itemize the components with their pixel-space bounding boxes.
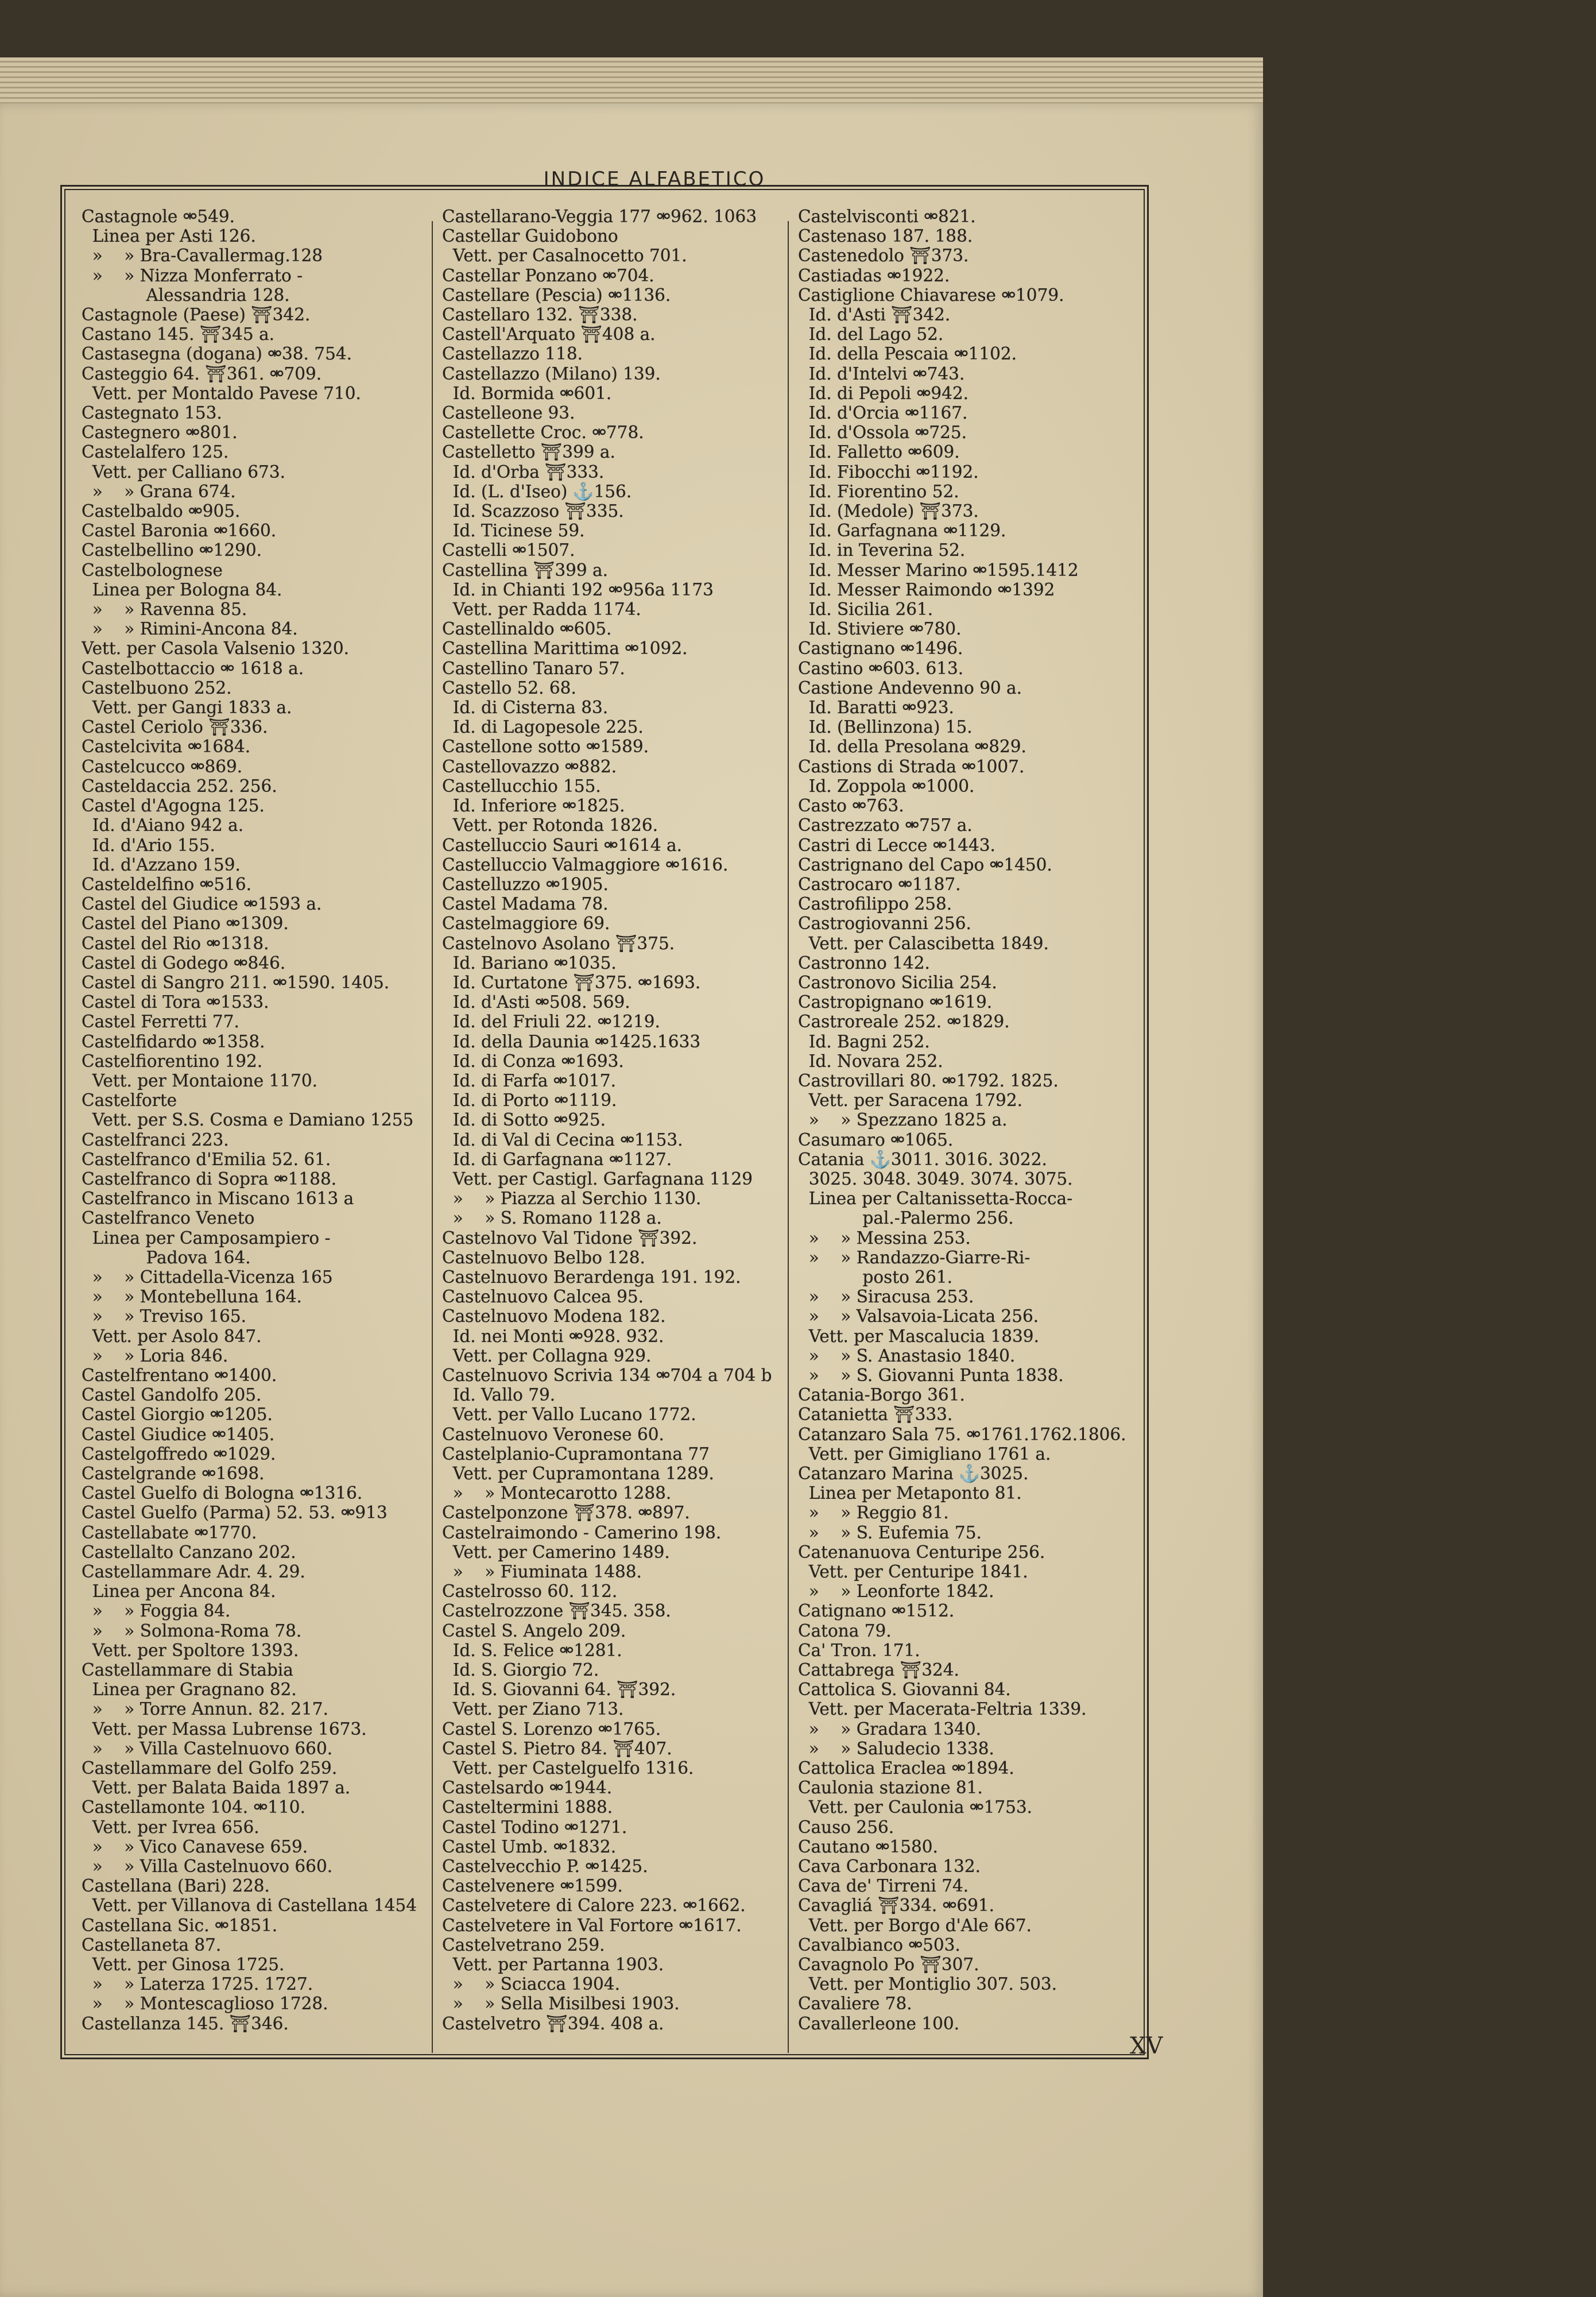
index-entry: Vett. per Montaldo Pavese 710. bbox=[82, 383, 361, 403]
index-entry: Causo 256. bbox=[798, 1817, 894, 1837]
index-entry: Castrezzato ⚮757 a. bbox=[798, 815, 973, 836]
index-entry: Castellar Guidobono bbox=[442, 226, 618, 246]
index-entry: Id. d'Ario 155. bbox=[82, 835, 215, 855]
index-entry: Id. d'Aiano 942 a. bbox=[82, 815, 244, 836]
index-entry: » » Villa Castelnuovo 660. bbox=[82, 1738, 333, 1758]
index-entry: Castrogiovanni 256. bbox=[798, 914, 971, 934]
index-entry: Id. di Sotto ⚮925. bbox=[442, 1110, 606, 1130]
index-entry: Castignano ⚮1496. bbox=[798, 639, 963, 659]
index-entry: Id. Curtatone ⛩375. ⚮1693. bbox=[442, 972, 701, 992]
index-entry: Castel Guelfo di Bologna ⚮1316. bbox=[82, 1483, 363, 1503]
index-entry: Catanietta ⛩333. bbox=[798, 1405, 953, 1425]
index-entry: Castelnuovo Belbo 128. bbox=[442, 1247, 645, 1267]
index-entry: Vett. per Saracena 1792. bbox=[798, 1091, 1022, 1111]
index-entry: Castelfiorentino 192. bbox=[82, 1051, 263, 1071]
index-entry: Casto ⚮763. bbox=[798, 796, 904, 816]
index-entry: Castelnuovo Scrivia 134 ⚮704 a 704 b bbox=[442, 1365, 772, 1385]
index-entry: Id. di Porto ⚮1119. bbox=[442, 1091, 617, 1111]
index-entry: Castelvenere ⚮1599. bbox=[442, 1876, 623, 1896]
index-entry: Id. Inferiore ⚮1825. bbox=[442, 796, 625, 816]
index-column-2 bbox=[442, 207, 787, 2044]
index-entry: Castel Umb. ⚮1832. bbox=[442, 1836, 617, 1857]
index-entry: Castelletto ⛩399 a. bbox=[442, 442, 615, 462]
index-entry: Id. di Lagopesole 225. bbox=[442, 717, 644, 737]
index-entry: Catenanuova Centuripe 256. bbox=[798, 1542, 1045, 1562]
index-entry: » » Rimini-Ancona 84. bbox=[82, 619, 298, 639]
index-entry: Id. del Friuli 22. ⚮1219. bbox=[442, 1012, 660, 1032]
index-entry: Castel del Piano ⚮1309. bbox=[82, 914, 289, 934]
index-entry: Catona 79. bbox=[798, 1621, 892, 1641]
index-entry: Linea per Ancona 84. bbox=[82, 1581, 276, 1602]
index-entry: Vett. per Spoltore 1393. bbox=[82, 1640, 299, 1660]
index-entry: » » Fiuminata 1488. bbox=[442, 1562, 642, 1582]
index-entry: » » Montecarotto 1288. bbox=[442, 1483, 672, 1503]
index-entry: » » Foggia 84. bbox=[82, 1601, 231, 1621]
index-entry: Castellazzo (Milano) 139. bbox=[442, 364, 661, 384]
index-entry: Castrofilippo 258. bbox=[798, 894, 952, 914]
index-entry: Vett. per Collagna 929. bbox=[442, 1345, 652, 1366]
index-entry: Id. di Val di Cecina ⚮1153. bbox=[442, 1130, 683, 1150]
index-entry: Castelbolognese bbox=[82, 560, 223, 580]
index-entry: Castrocaro ⚮1187. bbox=[798, 874, 961, 894]
index-entry: Id. di Conza ⚮1693. bbox=[442, 1051, 624, 1071]
index-entry: Linea per Caltanissetta-Rocca- bbox=[798, 1189, 1073, 1209]
index-entry: Vett. per Asolo 847. bbox=[82, 1326, 262, 1346]
index-entry: Catignano ⚮1512. bbox=[798, 1601, 955, 1621]
index-entry: Vett. per Villanova di Castellana 1454 bbox=[82, 1896, 417, 1916]
index-entry: » » Treviso 165. bbox=[82, 1306, 247, 1327]
index-entry: Vett. per Montiglio 307. 503. bbox=[798, 1974, 1057, 1994]
index-entry: Castenaso 187. 188. bbox=[798, 226, 973, 246]
index-entry: Id. S. Felice ⚮1281. bbox=[442, 1640, 622, 1660]
index-entry: Castel di Sangro 211. ⚮1590. 1405. bbox=[82, 972, 390, 992]
column-rule bbox=[788, 221, 789, 2053]
index-entry: Castelgoffredo ⚮1029. bbox=[82, 1444, 276, 1464]
index-entry: Vett. per Radda 1174. bbox=[442, 600, 641, 620]
index-entry: » » Siracusa 253. bbox=[798, 1287, 974, 1307]
index-entry: Castellalto Canzano 202. bbox=[82, 1542, 296, 1562]
column-rule bbox=[432, 221, 433, 2053]
index-entry: Castelfrentano ⚮1400. bbox=[82, 1365, 277, 1385]
index-entry: Castelvisconti ⚮821. bbox=[798, 207, 976, 226]
index-entry: Castelvetrano 259. bbox=[442, 1935, 605, 1955]
index-entry: Id. in Chianti 192 ⚮956a 1173 bbox=[442, 579, 714, 600]
index-entry: Castegnero ⚮801. bbox=[82, 423, 238, 443]
index-entry: Id. (Bellinzona) 15. bbox=[798, 717, 973, 737]
index-entry: Castellana (Bari) 228. bbox=[82, 1876, 270, 1896]
index-entry: Castrovillari 80. ⚮1792. 1825. bbox=[798, 1070, 1059, 1091]
index-entry: Caulonia stazione 81. bbox=[798, 1778, 983, 1798]
index-entry: Id. Messer Marino ⚮1595.1412 bbox=[798, 560, 1079, 580]
index-entry: Castelcivita ⚮1684. bbox=[82, 737, 251, 757]
index-entry: Id. (L. d'Iseo) ⚓156. bbox=[442, 481, 632, 501]
index-entry: Vett. per Mascalucia 1839. bbox=[798, 1326, 1039, 1346]
index-entry: » » Bra-Cavallermag.128 bbox=[82, 246, 323, 266]
index-entry: Vett. per Cupramontana 1289. bbox=[442, 1464, 714, 1483]
index-entry: Cattolica S. Giovanni 84. bbox=[798, 1680, 1011, 1700]
index-entry: Castellaneta 87. bbox=[82, 1935, 222, 1955]
index-entry: Id. d'Asti ⚮508. 569. bbox=[442, 992, 630, 1012]
index-entry: Castellammare del Golfo 259. bbox=[82, 1758, 338, 1778]
index-entry: Castellarano-Veggia 177 ⚮962. 1063 bbox=[442, 207, 757, 226]
index-entry: Castel Giorgio ⚮1205. bbox=[82, 1405, 273, 1425]
index-entry: » » S. Anastasio 1840. bbox=[798, 1345, 1016, 1366]
index-entry: Castellamonte 104. ⚮110. bbox=[82, 1797, 305, 1818]
index-entry: Castano 145. ⛩345 a. bbox=[82, 324, 275, 345]
index-entry: Castelbellino ⚮1290. bbox=[82, 540, 262, 560]
index-entry: » » Leonforte 1842. bbox=[798, 1581, 994, 1602]
index-entry: Castelvetro ⛩394. 408 a. bbox=[442, 2013, 664, 2033]
index-entry: Castelraimondo - Camerino 198. bbox=[442, 1522, 722, 1542]
index-entry: Castenedolo ⛩373. bbox=[798, 246, 969, 266]
index-entry: Id. di Pepoli ⚮942. bbox=[798, 383, 969, 403]
index-entry: Catanzaro Marina ⚓3025. bbox=[798, 1464, 1029, 1483]
index-entry: » » Gradara 1340. bbox=[798, 1719, 981, 1739]
index-entry: Vett. per Montaione 1170. bbox=[82, 1070, 317, 1091]
index-entry: Castelfranci 223. bbox=[82, 1130, 229, 1150]
index-entry: Castelvetere di Calore 223. ⚮1662. bbox=[442, 1896, 746, 1916]
index-entry: Castelluccio Valmaggiore ⚮1616. bbox=[442, 854, 729, 875]
index-entry: Castagnole ⚮549. bbox=[82, 207, 235, 226]
index-entry: Castelluzzo ⚮1905. bbox=[442, 874, 609, 894]
index-entry: Castelsardo ⚮1944. bbox=[442, 1778, 613, 1798]
index-entry: Castel Ferretti 77. bbox=[82, 1012, 239, 1032]
index-entry: » » Reggio 81. bbox=[798, 1503, 949, 1523]
index-entry: Castellazzo 118. bbox=[442, 344, 583, 364]
index-entry: Castelnuovo Calcea 95. bbox=[442, 1287, 644, 1307]
index-entry: Castellanza 145. ⛩346. bbox=[82, 2013, 289, 2033]
index-entry: Casteggio 64. ⛩361. ⚮709. bbox=[82, 364, 322, 384]
index-entry: » » S. Eufemia 75. bbox=[798, 1522, 982, 1542]
index-entry: » » Sella Misilbesi 1903. bbox=[442, 1994, 680, 2014]
index-entry: Vett. per Castigl. Garfagnana 1129 bbox=[442, 1169, 753, 1189]
index-entry: Id. Vallo 79. bbox=[442, 1385, 556, 1405]
index-entry: Castellino Tanaro 57. bbox=[442, 658, 625, 678]
index-entry: Alessandria 128. bbox=[82, 285, 290, 305]
index-entry: Cattabrega ⛩324. bbox=[798, 1660, 959, 1680]
index-entry: Castelnovo Asolano ⛩375. bbox=[442, 933, 675, 953]
index-entry: Vett. per Balata Baida 1897 a. bbox=[82, 1778, 351, 1798]
index-entry: Castelbuono 252. bbox=[82, 678, 232, 698]
index-column-1 bbox=[82, 207, 426, 2044]
index-entry: » » Montebelluna 164. bbox=[82, 1287, 302, 1307]
index-entry: Id. Garfagnana ⚮1129. bbox=[798, 521, 1006, 541]
index-entry: posto 261. bbox=[798, 1267, 952, 1287]
index-entry: Id. della Daunia ⚮1425.1633 bbox=[442, 1031, 701, 1051]
index-entry: Id. Scazzoso ⛩335. bbox=[442, 501, 624, 521]
index-entry: Castroreale 252. ⚮1829. bbox=[798, 1012, 1010, 1032]
index-entry: Id. d'Asti ⛩342. bbox=[798, 305, 951, 325]
index-entry: Vett. per Calascibetta 1849. bbox=[798, 933, 1049, 953]
index-entry: » » Messina 253. bbox=[798, 1228, 971, 1248]
index-entry: Castel Todino ⚮1271. bbox=[442, 1817, 627, 1837]
index-entry: Castegnato 153. bbox=[82, 403, 222, 423]
index-entry: Castel di Godego ⚮846. bbox=[82, 953, 286, 973]
index-entry: pal.-Palermo 256. bbox=[798, 1208, 1014, 1228]
index-entry: Cavaliere 78. bbox=[798, 1994, 912, 2014]
index-entry: Id. Sicilia 261. bbox=[798, 600, 933, 620]
index-entry: Castelfranco Veneto bbox=[82, 1208, 255, 1228]
index-entry: » » Laterza 1725. 1727. bbox=[82, 1974, 313, 1994]
index-entry: Cava Carbonara 132. bbox=[798, 1857, 981, 1877]
index-entry: Castiadas ⚮1922. bbox=[798, 265, 950, 285]
index-entry: Id. in Teverina 52. bbox=[798, 540, 966, 560]
index-entry: Linea per Asti 126. bbox=[82, 226, 256, 246]
index-entry: Castelfidardo ⚮1358. bbox=[82, 1031, 265, 1051]
index-entry: » » Ravenna 85. bbox=[82, 600, 247, 620]
index-entry: » » Cittadella-Vicenza 165 bbox=[82, 1267, 333, 1287]
index-entry: Castelrosso 60. 112. bbox=[442, 1581, 618, 1602]
index-column-3 bbox=[798, 207, 1142, 2044]
index-entry: Castelcucco ⚮869. bbox=[82, 756, 243, 776]
index-entry: Castelvetere in Val Fortore ⚮1617. bbox=[442, 1915, 742, 1935]
index-entry: Id. (Medole) ⛩373. bbox=[798, 501, 979, 521]
index-entry: Castelli ⚮1507. bbox=[442, 540, 575, 560]
page-title: INDICE ALFABETICO bbox=[543, 168, 766, 191]
index-entry: Castellabate ⚮1770. bbox=[82, 1522, 257, 1542]
index-entry: Castronovo Sicilia 254. bbox=[798, 972, 997, 992]
index-entry: » » Randazzo-Giarre-Ri- bbox=[798, 1247, 1031, 1267]
index-entry: Vett. per Casalnocetto 701. bbox=[442, 246, 687, 266]
index-entry: Id. S. Giorgio 72. bbox=[442, 1660, 599, 1680]
index-entry: Castelleone 93. bbox=[442, 403, 575, 423]
index-entry: Castellette Croc. ⚮778. bbox=[442, 423, 644, 443]
index-entry: Castellar Ponzano ⚮704. bbox=[442, 265, 654, 285]
index-entry: » » Villa Castelnuovo 660. bbox=[82, 1857, 333, 1877]
index-entry: Catania ⚓3011. 3016. 3022. bbox=[798, 1149, 1047, 1169]
index-entry: Castelfranco in Miscano 1613 a bbox=[82, 1189, 354, 1209]
index-entry: Vett. per Calliano 673. bbox=[82, 462, 285, 482]
index-entry: Ca' Tron. 171. bbox=[798, 1640, 920, 1660]
index-entry: Catania-Borgo 361. bbox=[798, 1385, 965, 1405]
index-entry: Id. del Lago 52. bbox=[798, 324, 944, 345]
index-entry: Linea per Gragnano 82. bbox=[82, 1680, 297, 1700]
index-entry: Castel di Tora ⚮1533. bbox=[82, 992, 269, 1012]
index-entry: Castel d'Agogna 125. bbox=[82, 796, 265, 816]
index-entry: Castelnovo Val Tidone ⛩392. bbox=[442, 1228, 698, 1248]
index-entry: Vett. per Gangi 1833 a. bbox=[82, 698, 292, 718]
index-entry: Castropignano ⚮1619. bbox=[798, 992, 993, 1012]
index-entry: Castelfranco di Sopra ⚮1188. bbox=[82, 1169, 337, 1189]
index-entry: Castri di Lecce ⚮1443. bbox=[798, 835, 995, 855]
index-entry: Id. di Cisterna 83. bbox=[442, 698, 609, 718]
index-entry: Id. di Farfa ⚮1017. bbox=[442, 1070, 616, 1091]
index-entry: Castelplanio-Cupramontana 77 bbox=[442, 1444, 710, 1464]
index-entry: Linea per Bologna 84. bbox=[82, 579, 282, 600]
index-entry: Castelnuovo Berardenga 191. 192. bbox=[442, 1267, 741, 1287]
index-entry: » » Grana 674. bbox=[82, 481, 236, 501]
index-entry: Vett. per Massa Lubrense 1673. bbox=[82, 1719, 367, 1739]
index-entry: Casteldelfino ⚮516. bbox=[82, 874, 252, 894]
index-entry: Castellucchio 155. bbox=[442, 776, 601, 796]
index-entry: 3025. 3048. 3049. 3074. 3075. bbox=[798, 1169, 1073, 1189]
index-entry: Id. Messer Raimondo ⚮1392 bbox=[798, 579, 1055, 600]
index-entry: Castrignano del Capo ⚮1450. bbox=[798, 854, 1052, 875]
index-entry: Cautano ⚮1580. bbox=[798, 1836, 938, 1857]
index-entry: Cavalbianco ⚮503. bbox=[798, 1935, 960, 1955]
index-entry: Castel Giudice ⚮1405. bbox=[82, 1424, 275, 1444]
index-entry: Castelalfero 125. bbox=[82, 442, 229, 462]
index-entry: Vett. per Partanna 1903. bbox=[442, 1955, 664, 1975]
index-entry: Vett. per Vallo Lucano 1772. bbox=[442, 1405, 696, 1425]
index-entry: Vett. per Ginosa 1725. bbox=[82, 1955, 285, 1975]
index-entry: Id. nei Monti ⚮928. 932. bbox=[442, 1326, 664, 1346]
index-entry: Castelbottaccio ⚮ 1618 a. bbox=[82, 658, 304, 678]
index-entry: » » Torre Annun. 82. 217. bbox=[82, 1699, 328, 1719]
index-entry: Casteldaccia 252. 256. bbox=[82, 776, 277, 796]
index-entry: » » Loria 846. bbox=[82, 1345, 228, 1366]
index-entry: Id. della Pescaia ⚮1102. bbox=[798, 344, 1017, 364]
index-entry: » » Valsavoia-Licata 256. bbox=[798, 1306, 1039, 1327]
index-entry: » » S. Giovanni Punta 1838. bbox=[798, 1365, 1064, 1385]
index-entry: Castel del Rio ⚮1318. bbox=[82, 933, 269, 953]
index-entry: Castellammare di Stabia bbox=[82, 1660, 293, 1680]
index-entry: Castellinaldo ⚮605. bbox=[442, 619, 612, 639]
index-entry: Castellovazzo ⚮882. bbox=[442, 756, 617, 776]
index-entry: Vett. per Caulonia ⚮1753. bbox=[798, 1797, 1033, 1818]
index-entry: Id. d'Intelvi ⚮743. bbox=[798, 364, 965, 384]
index-entry: » » Saludecio 1338. bbox=[798, 1738, 994, 1758]
index-entry: Id. S. Giovanni 64. ⛩392. bbox=[442, 1680, 676, 1700]
index-entry: Castellina ⛩399 a. bbox=[442, 560, 608, 580]
index-entry: Catanzaro Sala 75. ⚮1761.1762.1806. bbox=[798, 1424, 1126, 1444]
index-entry: Id. Fiorentino 52. bbox=[798, 481, 959, 501]
index-entry: Id. Zoppola ⚮1000. bbox=[798, 776, 975, 796]
index-entry: Castello 52. 68. bbox=[442, 678, 576, 698]
page-number: XV bbox=[1130, 2033, 1163, 2059]
index-entry: » » Montescaglioso 1728. bbox=[82, 1994, 328, 2014]
index-entry: Vett. per Castelguelfo 1316. bbox=[442, 1758, 694, 1778]
index-entry: Vett. per Ivrea 656. bbox=[82, 1817, 259, 1837]
index-entry: Castagnole (Paese) ⛩342. bbox=[82, 305, 311, 325]
index-entry: Castino ⚮603. 613. bbox=[798, 658, 964, 678]
index-entry: Castellina Marittima ⚮1092. bbox=[442, 639, 688, 659]
index-entry: Linea per Camposampiero - bbox=[82, 1228, 331, 1248]
index-entry: Castel Guelfo (Parma) 52. 53. ⚮913 bbox=[82, 1503, 388, 1523]
index-entry: » » Solmona-Roma 78. bbox=[82, 1621, 302, 1641]
index-entry: Cavallerleone 100. bbox=[798, 2013, 960, 2033]
index-entry: » » Sciacca 1904. bbox=[442, 1974, 620, 1994]
index-entry: Casteltermini 1888. bbox=[442, 1797, 613, 1818]
index-entry: Castelponzone ⛩378. ⚮897. bbox=[442, 1503, 690, 1523]
index-entry: Castel S. Pietro 84. ⛩407. bbox=[442, 1738, 672, 1758]
index-entry: » » S. Romano 1128 a. bbox=[442, 1208, 662, 1228]
index-entry: Castellare (Pescia) ⚮1136. bbox=[442, 285, 671, 305]
index-entry: Castell'Arquato ⛩408 a. bbox=[442, 324, 656, 345]
index-entry: Castelforte bbox=[82, 1091, 177, 1111]
index-entry: Vett. per Casola Valsenio 1320. bbox=[82, 639, 350, 659]
index-entry: Vett. per S.S. Cosma e Damiano 1255 bbox=[82, 1110, 414, 1130]
index-entry: » » Nizza Monferrato - bbox=[82, 265, 303, 285]
index-entry: Castel Gandolfo 205. bbox=[82, 1385, 262, 1405]
index-entry: Casumaro ⚮1065. bbox=[798, 1130, 954, 1150]
index-entry: Id. d'Orcia ⚮1167. bbox=[798, 403, 968, 423]
index-entry: Cattolica Eraclea ⚮1894. bbox=[798, 1758, 1014, 1778]
index-entry: Id. di Garfagnana ⚮1127. bbox=[442, 1149, 672, 1169]
index-entry: Castelmaggiore 69. bbox=[442, 914, 610, 934]
index-entry: Id. Stiviere ⚮780. bbox=[798, 619, 962, 639]
index-entry: Id. Ticinese 59. bbox=[442, 521, 585, 541]
index-entry: Castel S. Lorenzo ⚮1765. bbox=[442, 1719, 661, 1739]
index-entry: Padova 164. bbox=[82, 1247, 251, 1267]
index-entry: Id. d'Ossola ⚮725. bbox=[798, 423, 967, 443]
index-entry: Castions di Strada ⚮1007. bbox=[798, 756, 1025, 776]
index-entry: Castelrozzone ⛩345. 358. bbox=[442, 1601, 671, 1621]
index-entry: Cavagnolo Po ⛩307. bbox=[798, 1955, 979, 1975]
index-entry: Castellone sotto ⚮1589. bbox=[442, 737, 649, 757]
index-entry: Vett. per Gimigliano 1761 a. bbox=[798, 1444, 1051, 1464]
index-entry: Castasegna (dogana) ⚮38. 754. bbox=[82, 344, 352, 364]
index-entry: Castronno 142. bbox=[798, 953, 930, 973]
index-entry: Id. Bariano ⚮1035. bbox=[442, 953, 617, 973]
index-entry: Id. Bagni 252. bbox=[798, 1031, 930, 1051]
index-entry: » » Vico Canavese 659. bbox=[82, 1836, 308, 1857]
index-entry: » » Piazza al Serchio 1130. bbox=[442, 1189, 702, 1209]
index-entry: Vett. per Centuripe 1841. bbox=[798, 1562, 1028, 1582]
index-entry: Id. Baratti ⚮923. bbox=[798, 698, 954, 718]
index-entry: Castel Ceriolo ⛩336. bbox=[82, 717, 268, 737]
index-entry: Cavagliá ⛩334. ⚮691. bbox=[798, 1896, 995, 1916]
index-entry: Castellaro 132. ⛩338. bbox=[442, 305, 638, 325]
index-entry: Id. d'Orba ⛩333. bbox=[442, 462, 605, 482]
index-entry: Castelnuovo Modena 182. bbox=[442, 1306, 666, 1327]
index-entry: Vett. per Camerino 1489. bbox=[442, 1542, 670, 1562]
index-entry: Castel Baronia ⚮1660. bbox=[82, 521, 277, 541]
index-entry: Cava de' Tirreni 74. bbox=[798, 1876, 969, 1896]
index-entry: Vett. per Borgo d'Ale 667. bbox=[798, 1915, 1032, 1935]
index-entry: » » Spezzano 1825 a. bbox=[798, 1110, 1008, 1130]
index-entry: Vett. per Ziano 713. bbox=[442, 1699, 624, 1719]
index-entry: Castelluccio Sauri ⚮1614 a. bbox=[442, 835, 682, 855]
index-entry: Castelgrande ⚮1698. bbox=[82, 1464, 265, 1483]
index-entry: Castellammare Adr. 4. 29. bbox=[82, 1562, 305, 1582]
index-entry: Castel S. Angelo 209. bbox=[442, 1621, 626, 1641]
index-entry: Id. d'Azzano 159. bbox=[82, 854, 241, 875]
index-entry: Id. Fibocchi ⚮1192. bbox=[798, 462, 979, 482]
index-entry: Linea per Metaponto 81. bbox=[798, 1483, 1022, 1503]
index-entry: Castelfranco d'Emilia 52. 61. bbox=[82, 1149, 331, 1169]
index-entry: Vett. per Rotonda 1826. bbox=[442, 815, 658, 836]
index-entry: Castel del Giudice ⚮1593 a. bbox=[82, 894, 322, 914]
index-entry: Castelbaldo ⚮905. bbox=[82, 501, 241, 521]
index-entry: Castelnuovo Veronese 60. bbox=[442, 1424, 664, 1444]
index-entry: Id. Bormida ⚮601. bbox=[442, 383, 612, 403]
index-entry: Castiglione Chiavarese ⚮1079. bbox=[798, 285, 1064, 305]
index-entry: Castellana Sic. ⚮1851. bbox=[82, 1915, 278, 1935]
index-entry: Id. Falletto ⚮609. bbox=[798, 442, 960, 462]
index-entry: Castelvecchio P. ⚮1425. bbox=[442, 1857, 648, 1877]
index-entry: Id. Novara 252. bbox=[798, 1051, 943, 1071]
index-entry: Castel Madama 78. bbox=[442, 894, 609, 914]
index-entry: Id. della Presolana ⚮829. bbox=[798, 737, 1026, 757]
index-entry: Vett. per Macerata-Feltria 1339. bbox=[798, 1699, 1087, 1719]
index-entry: Castione Andevenno 90 a. bbox=[798, 678, 1022, 698]
